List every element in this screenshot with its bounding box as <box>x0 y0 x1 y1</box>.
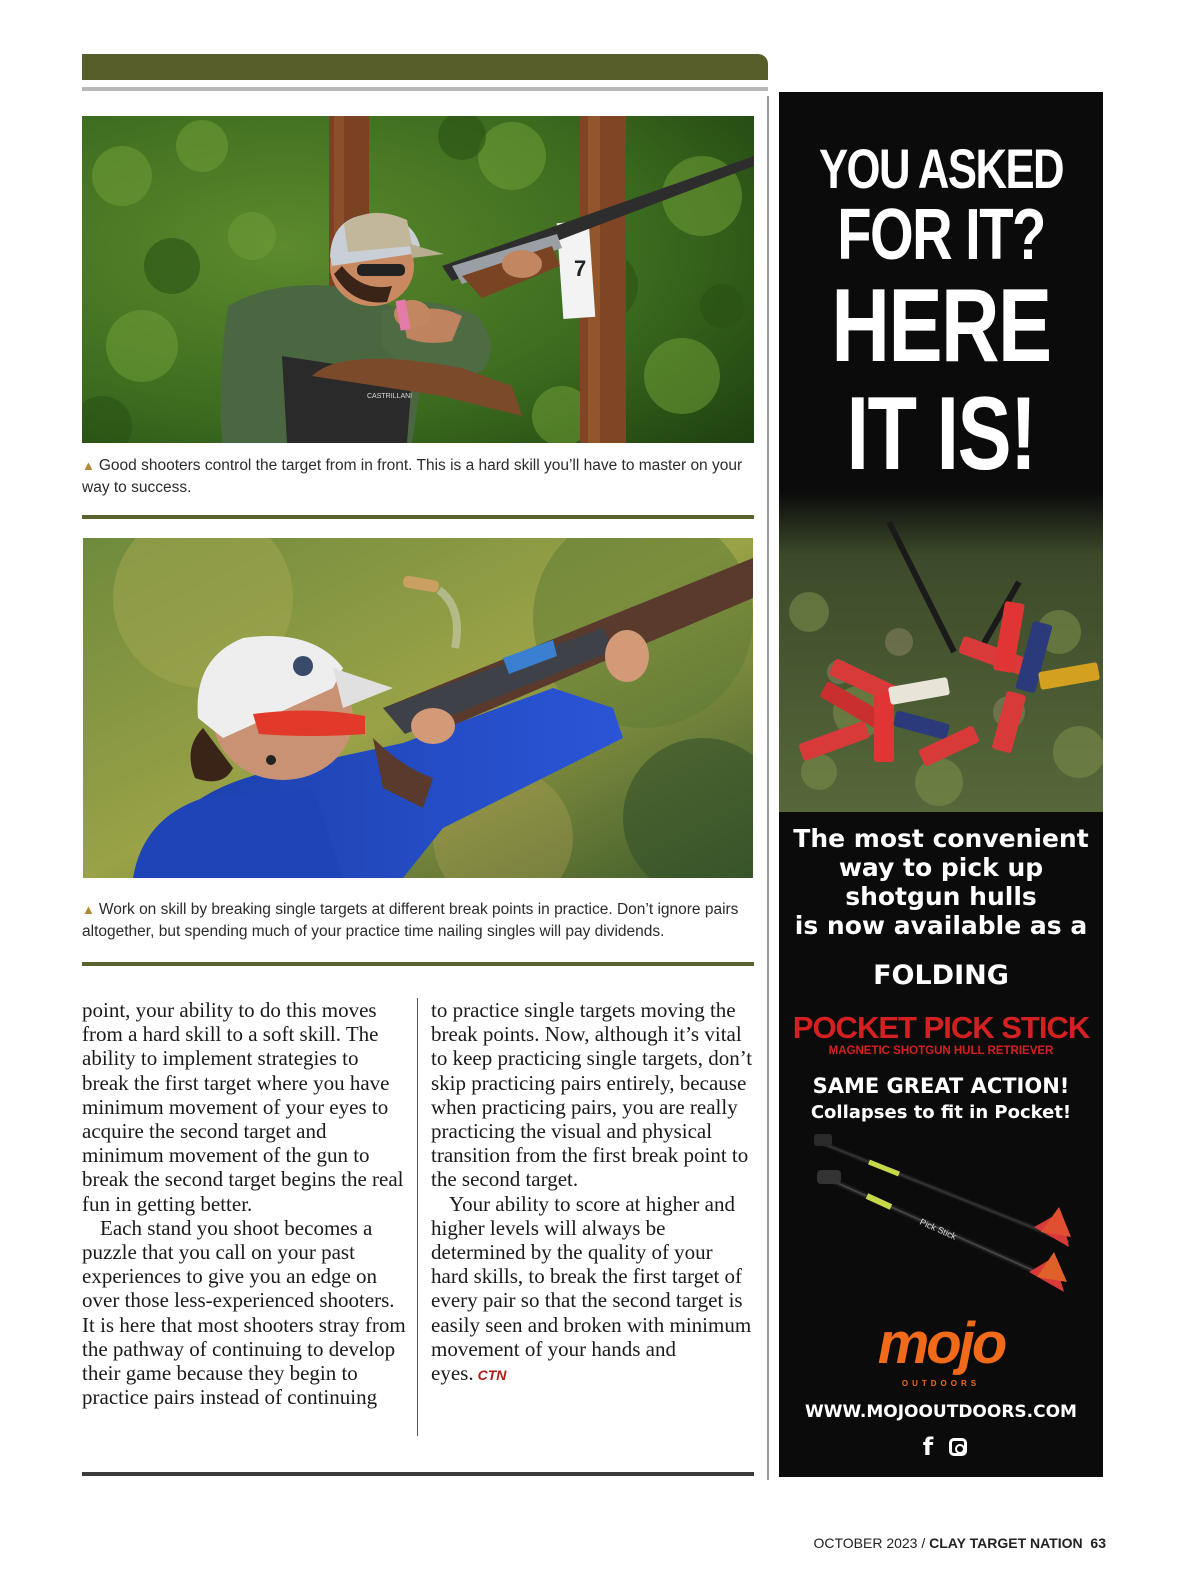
page-number: 63 <box>1090 1535 1106 1551</box>
caption-triangle-icon: ▲ <box>82 458 95 473</box>
photo-male-shooter <box>82 116 754 443</box>
header-rule <box>82 87 768 91</box>
ad-product-image <box>779 1132 1103 1302</box>
paragraph: Each stand you shoot becomes a puzzle that you call on your past experiences to give you an edge on over those less-experienced shooters. It is here that most shooters stray from the pathway of continuing to develop their game because they begin to practice pairs instead of continuing <box>82 1215 406 1410</box>
ad-tagline-3: shotgun hulls <box>845 882 1037 911</box>
paragraph: Your ability to score at higher and higher levels will always be determined by the quality of your hard skills, to break the first target of every pair so that the second target is easily seen and broken with minimum movement of your hands and eyes. <box>431 1191 752 1386</box>
ad-brand-logo: mojo <box>877 1311 1005 1376</box>
sign-number: 7 <box>574 256 587 281</box>
ad-tagline-1: The most convenient <box>793 824 1089 853</box>
ad-headline-1: YOU ASKED <box>818 137 1064 200</box>
shirt-logo: CASTRILLANI <box>367 393 413 400</box>
paragraph: to practice single targets moving the break points. Now, although it’s vital to keep practicing single targets, don’t skip practicing pairs entirely, because when practicing pairs, you are really practicing the visual and physical transition from the first break point to the second target. <box>431 998 753 1192</box>
ad-tagline-2: way to pick up <box>838 853 1044 882</box>
caption-top <box>82 455 754 499</box>
ad-product-subtitle: MAGNETIC SHOTGUN HULL RETRIEVER <box>828 1045 1054 1057</box>
ad-tagline-4: is now available as a <box>794 911 1088 940</box>
ad-photo-hulls <box>779 492 1103 812</box>
ad-folding: FOLDING <box>873 960 1009 991</box>
caption-top-text: Good shooters control the target from in front. This is a hard skill you’ll have to master on your way to success. <box>82 457 743 496</box>
ad-action-text: SAME GREAT ACTION! <box>812 1074 1070 1098</box>
ad-brand-subtitle: OUTDOORS <box>901 1379 981 1388</box>
end-mark: CTN <box>477 1367 507 1384</box>
ad-product-name: POCKET PICK STICK <box>792 1010 1090 1045</box>
ad-headline-3: HERE <box>831 268 1051 384</box>
photo-female-shooter <box>83 538 753 878</box>
instagram-icon[interactable] <box>949 1438 967 1456</box>
article-column-1 <box>82 998 408 1409</box>
footer-date: OCTOBER 2023 / <box>813 1535 926 1551</box>
ad-headline-2: FOR IT? <box>837 195 1045 275</box>
article-column-2 <box>431 998 755 1387</box>
advertisement <box>779 92 1103 1477</box>
column-divider <box>417 998 418 1436</box>
caption-bottom-text: Work on skill by breaking single targets at different break points in practice. Don’t ignore pairs altogether, but spending much of your practice time nailing singles will pay dividends. <box>82 901 739 940</box>
ad-url: WWW.MOJOOUTDOORS.COM <box>805 1402 1077 1422</box>
bottom-rule <box>82 1472 754 1476</box>
header-bar <box>82 54 768 80</box>
caption-triangle-icon: ▲ <box>82 902 95 917</box>
paragraph: point, your ability to do this moves from a hard skill to a soft skill. The ability to implement strategies to break the first target where you have minimum movement of your eyes to acquire the second target and minimum movement of the gun to break the second target begins the real fun in getting better. <box>82 998 404 1216</box>
page-footer <box>813 1535 1106 1551</box>
ad-pocket-text: Collapses to fit in Pocket! <box>810 1102 1072 1123</box>
stick-label: Pick Stick <box>918 1216 958 1242</box>
section-rule <box>82 515 754 519</box>
footer-magazine: CLAY TARGET NATION <box>929 1535 1083 1551</box>
ad-headline-4: IT IS! <box>846 376 1036 492</box>
vertical-divider <box>767 96 769 1480</box>
facebook-icon[interactable]: f <box>922 1433 934 1461</box>
caption-bottom <box>82 899 754 943</box>
section-rule <box>82 962 754 966</box>
